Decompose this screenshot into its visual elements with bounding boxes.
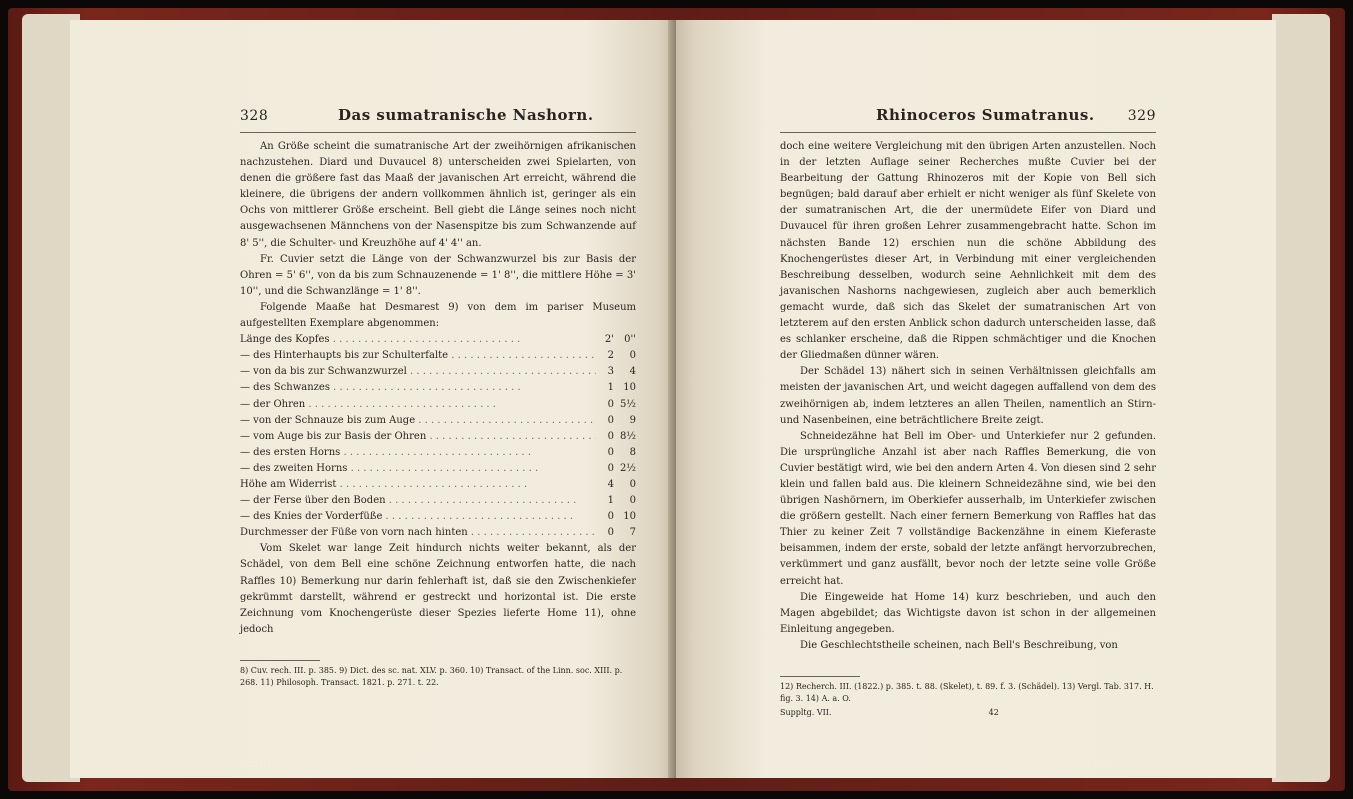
running-title: Rhinoceros Sumatranus. [876,106,1095,124]
header-rule [240,132,636,133]
measurement-row [240,525,636,541]
measurement-feet: 4 [607,478,614,490]
paragraph: Die Eingeweide hat Home 14) kurz beschrieben, und auch den Magen abgebildet; das Wichtigste davon ist schon in der allgemeinen Einleitung angegeben. [780,591,1156,635]
footnote-rule [240,660,320,661]
measurement-feet: 0 [607,527,614,539]
paragraph: Die Geschlechtstheile scheinen, nach Bell's Beschreibung, von [800,639,1118,651]
measurement-label: — von da bis zur Schwanzwurzel . . . [240,364,596,380]
page-number: 328 [240,108,269,124]
measurement-row [240,429,636,445]
paragraph: Der Schädel 13) nähert sich in seinen Verhältnissen gleichfalls am meisten der javanischen Art, und weicht dagegen auffallend von dem des zweihörnigen ab, indem letzteres an allen Theilen, namentlich an Stirn- und Nasenbeinen, eine beträchtlichere Breite zeigt. [780,366,1156,426]
measurement-row [240,509,636,525]
measurement-feet: 0 [607,414,614,426]
measurement-inches: 0 [629,350,636,362]
sheet-number: 42 [988,708,999,717]
measurement-inches: 5½ [619,398,636,410]
measurement-feet: 3 [607,366,614,378]
measurement-feet: 2 [607,350,614,362]
measurement-inches: 2½ [619,462,636,474]
measurement-inches: 0'' [624,334,636,346]
measurement-row [240,348,636,364]
measurement-feet: 0 [607,446,614,458]
measurement-inches: 10 [623,511,636,523]
measurement-label: Höhe am Widerrist . . . [240,477,596,493]
measurement-feet: 1 [607,495,614,507]
measurement-inches: 8 [629,446,636,458]
measurement-inches: 7 [629,527,636,539]
measurement-label: Länge des Kopfes . . . [240,332,596,348]
page-edges-right [1272,14,1330,782]
measurement-label: — des zweiten Horns . . . [240,461,596,477]
footnotes [780,676,1156,719]
measurement-label: — des Knies der Vorderfüße . . . [240,509,596,525]
measurement-feet: 0 [607,430,614,442]
measurement-row [240,397,636,413]
measurement-feet: 1 [607,382,614,394]
measurement-label: — des Schwanzes . . . [240,380,596,396]
footnote-text: 8) Cuv. rech. III. p. 385. 9) Dict. des sc. nat. XLV. p. 360. 10) Transact. of the Linn. soc. XIII. p. 268. 11) Philosoph. Transact. 1821. p. 271. t. 22. [240,665,623,687]
measurement-table [240,332,636,541]
measurement-label: Durchmesser der Füße von vorn nach hinten . . . [240,525,596,541]
measurement-inches: 0 [629,478,636,490]
measurement-row [240,445,636,461]
measurement-label: — von der Schnauze bis zum Auge . . . [240,413,596,429]
measurement-label: — des ersten Horns . . . [240,445,596,461]
footnote-rule [780,676,860,677]
measurement-label: — vom Auge bis zur Basis der Ohren . . . [240,429,596,445]
signature-mark: Suppltg. VII. [780,708,832,717]
footnote-text: 12) Recherch. III. (1822.) p. 385. t. 88. (Skelet), t. 89. f. 3. (Schädel). 13) Vergl. Tab. 317. H. fig. 3. 14) A. a. O. [780,682,1154,703]
right-body-text [780,139,1156,654]
measurement-row [240,380,636,396]
measurement-row [240,477,636,493]
page-number: 329 [1127,108,1156,124]
measurement-feet: 2' [604,334,614,346]
left-body-text [240,139,636,638]
measurement-row [240,413,636,429]
measurement-label: — des Hinterhaupts bis zur Schulterfalte . . . [240,348,596,364]
paragraph: Fr. Cuvier setzt die Länge von der Schwanzwurzel bis zur Basis der Ohren = 5' 6'', von da bis zum Schnauzenende = 1' 8'', die mittlere Höhe = 3' 10'', und die Schwanzlänge = 1' 8''. [240,253,636,297]
measurement-feet: 0 [607,398,614,410]
footnotes [240,660,636,689]
paragraph: An Größe scheint die sumatranische Art der zweihörnigen afrikanischen nachzustehen. Diard und Duvaucel 8) unterscheiden zwei Spielarten, von denen die größere fast das Maaß der javanischen Art erreicht, während die kleinere, die übrigens der andern vollkommen ähnlich ist, geringer als ein Ochs von mittlerer Größe erscheint. Bell giebt die Länge seines noch nicht ausgewachsenen Männchens von der Nasenspitze bis zum Schwanzende auf 8' 5'', die Schulter- und Kreuzhöhe auf 4' 4'' an. [240,141,636,249]
measurement-feet: 0 [607,511,614,523]
running-head [240,106,636,128]
measurement-row [240,332,636,348]
left-page [70,20,676,778]
signature-line [780,707,1156,719]
measurement-row [240,364,636,380]
paragraph: Schneidezähne hat Bell im Ober- und Unterkiefer nur 2 gefunden. Die ursprüngliche Anzahl ist aber nach Raffles Bemerkung, die von Cuvier bestätigt wird, wie bei den andern Arten 4. Von diesen sind 2 sehr klein und fallen bald aus. Die kleinern Schneidezähne sind, wie bei den übrigen Nashörnern, im Oberkiefer ausserhalb, im Unterkiefer zwischen die größern gestellt. Nach einer fernern Bemerkung von Raffles hat das Thier zu keiner Zeit 7 vollständige Backenzähne in einem Kieferaste beisammen, indem der erste, sobald der letzte anfängt hervorzubrechen, verkümmert und ganz ausfällt, bevor noch der letzte seine volle Größe erreicht hat. [780,430,1156,587]
measurement-inches: 9 [629,414,636,426]
header-rule [780,132,1156,133]
measurement-label: — der Ohren . . . [240,397,596,413]
measurement-feet: 0 [607,462,614,474]
measurement-inches: 4 [629,366,636,378]
measurement-inches: 0 [629,495,636,507]
paragraph: doch eine weitere Vergleichung mit den übrigen Arten anzustellen. Noch in der letzten Auflage seiner Recherches mußte Cuvier bei der Bearbeitung der Gattung Rhinozeros mit der Kopie von Bell sich begnügen; bald darauf aber erhielt er nicht weniger als fünf Skelete von der sumatranischen Art, die der unermüdete Eifer von Diard und Duvaucel für ihren großen Lehrer zusammengebracht hatte. Schon im nächsten Bande 12) erschien nun die schöne Abbildung des Knochengerüstes dieser Art, in Verbindung mit einer vergleichenden Beschreibung desselben, wodurch seine Aehnlichkeit mit dem des javanischen Nashorns nachgewiesen, zugleich aber auch bemerklich gemacht wurde, daß sich das Skelet der sumatranischen Art von letzterem auf den ersten Anblick schon dadurch unterscheiden lasse, daß es schlanker erscheine, daß die Rippen schmächtiger und die Knochen der Gliedmaßen dünner wären. [780,141,1156,362]
measurement-row [240,493,636,509]
right-page [676,20,1276,778]
measurement-row [240,461,636,477]
measurement-label: — der Ferse über den Boden . . . [240,493,596,509]
paragraph: Folgende Maaße hat Desmarest 9) von dem im pariser Museum aufgestellten Exemplare abgenommen: [240,301,636,330]
running-title: Das sumatranische Nashorn. [338,106,594,124]
running-head [780,106,1156,128]
measurement-inches: 10 [623,382,636,394]
measurement-inches: 8½ [619,430,636,442]
paragraph: Vom Skelet war lange Zeit hindurch nichts weiter bekannt, als der Schädel, von dem Bell eine schöne Zeichnung entworfen hatte, die nach Raffles 10) Bemerkung nur darin fehlerhaft ist, daß sie den Zwischenkiefer gekrümmt darstellt, während er gestreckt und horizontal ist. Die erste Zeichnung vom Knochengerüste dieser Spezies lieferte Home 11), ohne jedoch [240,543,636,635]
